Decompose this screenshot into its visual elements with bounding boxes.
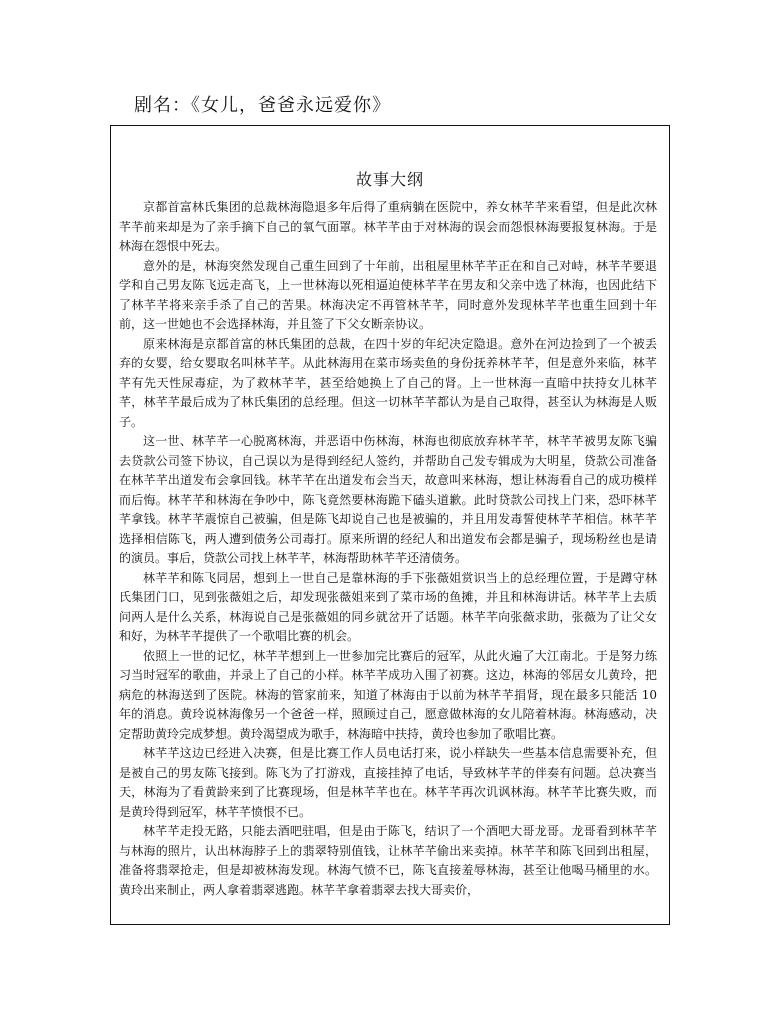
outline-paragraph: 原来林海是京都首富的林氏集团的总裁，在四十岁的年纪决定隐退。意外在河边捡到了一个被丢弃的女婴，给女婴取名叫林芊芊。从此林海用在菜市场卖鱼的身份抚养林芊芊，但是意外来临，林芊芊有先天性尿毒症，为了救林芊芊，甚至给她换上了自己的肾。上一世林海一直暗中扶持女儿林芊芊，林芊芊最后成为了林氏集团的总经理。但这一切林芊芊都认为是自己取得，甚至认为林海是人贩子。 <box>119 336 657 429</box>
outline-paragraph: 依照上一世的记忆，林芊芊想到上一世参加完比赛后的冠军，从此火遍了大江南北。于是努力练习当时冠军的歌曲，并录上了自己的小样。林芊芊成功入围了初赛。这边，林海的邻居女儿黄玲，把病危的林海送到了医院。林海的管家前来，知道了林海由于以前为林芊芊捐肾，现在最多只能活 10 年的消息。黄玲说林海像另一个爸爸一样，照顾过自己，愿意做林海的女儿陪着林海。林海感动，决定帮助黄玲完成梦想。黄玲渴望成为歌手，林海暗中扶持，黄玲也参加了歌唱比赛。 <box>119 648 657 741</box>
outline-paragraph: 林芊芊走投无路，只能去酒吧驻唱，但是由于陈飞，结识了一个酒吧大哥龙哥。龙哥看到林芊芊与林海的照片，认出林海脖子上的翡翠特别值钱，让林芊芊偷出来卖掉。林芊芊和陈飞回到出租屋，准备将翡翠抢走，但是却被林海发现。林海气愤不已，陈飞直接羞辱林海，甚至让他喝马桶里的水。黄玲出来制止，两人拿着翡翠逃跑。林芊芊拿着翡翠去找大哥卖价， <box>119 824 657 897</box>
outline-paragraph: 京都首富林氏集团的总裁林海隐退多年后得了重病躺在医院中，养女林芊芊来看望，但是此次林芊芊前来却是为了亲手摘下自己的氧气面罩。林芊芊由于对林海的误会而怨恨林海要报复林海。于是林海在怨恨中死去。 <box>119 200 657 253</box>
drama-title: 剧名：《女儿，爸爸永远爱你》 <box>134 95 391 116</box>
outline-paragraph: 意外的是，林海突然发现自己重生回到了十年前，出租屋里林芊芊正在和自己对峙，林芊芊要退学和自己男友陈飞远走高飞，上一世林海以死相逼迫使林芊芊在男友和父亲中选了林海，也因此结下了林芊芊将来亲手杀了自己的苦果。林海决定不再管林芊芊，同时意外发现林芊芊也重生回到十年前，这一世她也不会选择林海，并且签了下父女断亲协议。 <box>119 258 657 331</box>
outline-heading: 故事大纲 <box>355 170 424 189</box>
outline-paragraph: 林芊芊和陈飞同居，想到上一世自己是靠林海的手下张薇姐赏识当上的总经理位置，于是蹲守林氏集团门口，见到张薇姐之后，却发现张薇姐来到了菜市场的鱼摊，并且和林海讲话。林芊芊上去质问两人是什么关系，林海说自己是张薇姐的同乡就岔开了话题。林芊芊向张薇求助，张薇为了让父女和好，为林芊芊提供了一个歌唱比赛的机会。 <box>119 570 657 643</box>
outline-paragraph: 这一世、林芊芊一心脱离林海，并恶语中伤林海，林海也彻底放弃林芊芊，林芊芊被男友陈飞骗去贷款公司签下协议，自己误以为是得到经纪人签约，并帮助自己发专辑成为大明星，贷款公司准备在林芊芊出道发布会拿回钱。林芊芊在出道发布会当天，故意叫来林海，想让林海看自己的成功模样而后悔。林芊芊和林海在争吵中，陈飞竟然要林海跪下磕头道歉。此时贷款公司找上门来，恐吓林芊芊拿钱。林芊芊震惊自己被骗，但是陈飞却说自己也是被骗的，并且用发毒誓使林芊芊相信。林芊芊选择相信陈飞，两人遭到债务公司毒打。原来所谓的经纪人和出道发布会都是骗子，现场粉丝也是请的演员。事后，贷款公司找上林芊芊，林海帮助林芊芊还清债务。 <box>119 434 657 565</box>
outline-paragraph: 林芊芊这边已经进入决赛，但是比赛工作人员电话打来，说小样缺失一些基本信息需要补充，但是被自己的男友陈飞接到。陈飞为了打游戏，直接挂掉了电话，导致林芊芊的伴奏有问题。总决赛当天，林海为了看黄龄来到了比赛现场，但是林芊芊也在。林芊芊再次讥讽林海。林芊芊比赛失败，而是黄玲得到冠军，林芊芊愤恨不已。 <box>119 746 657 819</box>
outline-body <box>111 198 669 900</box>
story-outline-box <box>110 125 670 925</box>
